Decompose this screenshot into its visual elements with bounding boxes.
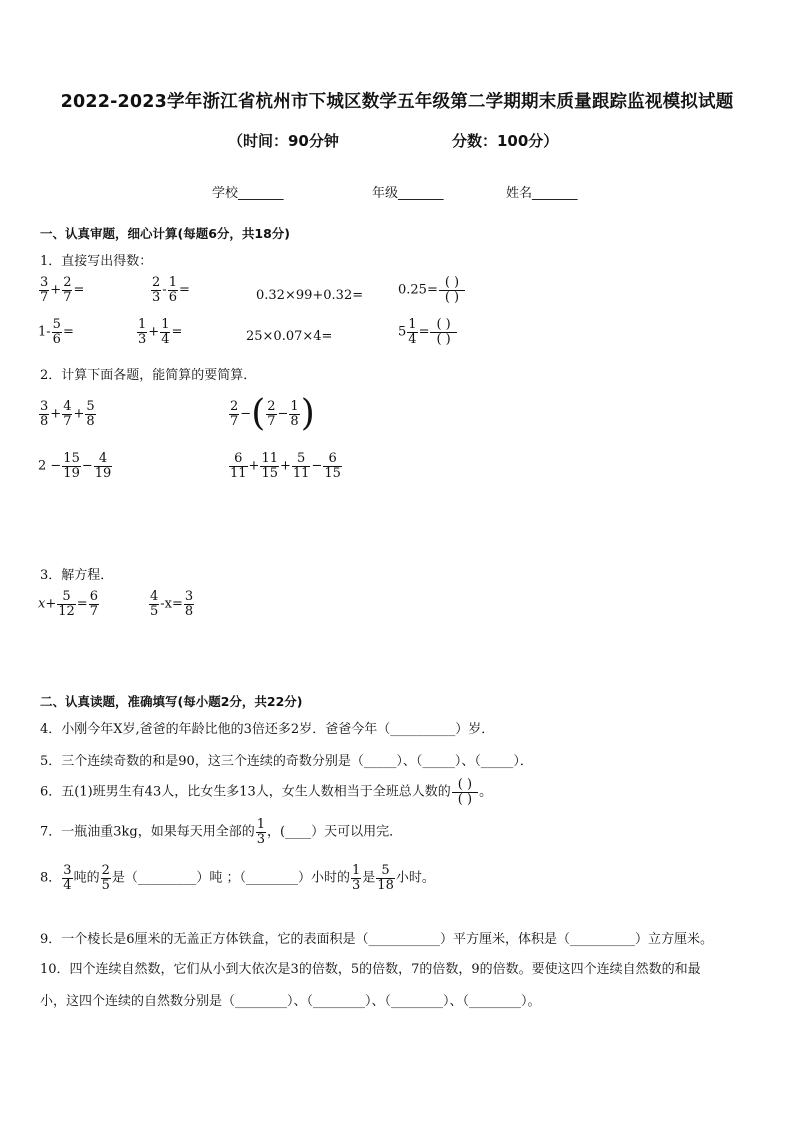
fraction: $\frac{1}{4}$ [408, 317, 417, 347]
fraction: $\frac{3}{8}$ [184, 589, 194, 619]
fraction: $\frac{5}{6}$ [52, 317, 61, 347]
fraction: $\frac{2}{7}$ [230, 398, 239, 429]
fraction: $\frac{4}{19}$ [94, 451, 112, 481]
score-label: 分数：100分） [452, 132, 559, 150]
section1-heading: 一、认真审题，细心计算(每题6分，共18分) [40, 226, 291, 241]
fraction-blank: $\frac{( )}{( )}$ [439, 276, 465, 304]
fraction: $\frac{1}{3}$ [138, 317, 147, 347]
fraction: $\frac{6}{15}$ [324, 451, 341, 481]
grade-label: 年级 [372, 186, 399, 201]
fraction: $\frac{11}{15}$ [261, 451, 278, 481]
exercise-1d: 0.25= $\frac{( )}{( )}$ [398, 276, 466, 304]
question-7: 7．一瓶油重3kg，如果每天用全部的 $\frac{1}{3}$ ，(____）天可以用完． [40, 817, 403, 847]
equation-2: $\frac{4}{5}$ -x= $\frac{3}{8}$ [150, 589, 194, 619]
fraction: $\frac{6}{7}$ [89, 589, 98, 619]
name-label: 姓名 [506, 186, 533, 201]
question-10-line2: 小，这四个连续的自然数分别是（________）、（________）、（________）、（________）。 [40, 994, 541, 1009]
fraction: $\frac{3}{4}$ [63, 863, 72, 893]
fraction-blank: $\frac{( )}{( )}$ [452, 778, 478, 806]
fraction: $\frac{2}{7}$ [267, 398, 276, 429]
fraction: $\frac{5}{18}$ [377, 863, 394, 893]
exercise-1c: 0.32×99+0.32= [256, 288, 364, 303]
school-field [212, 182, 284, 201]
fraction: $\frac{3}{8}$ [40, 399, 49, 429]
fraction: $\frac{1}{3}$ [352, 863, 361, 893]
fraction: $\frac{5}{8}$ [86, 399, 95, 429]
question-1: 1．直接写出得数： [40, 254, 153, 269]
fraction: $\frac{3}{7}$ [40, 275, 49, 305]
time-label: （时间：90分钟 [228, 132, 339, 150]
grade-field [372, 182, 444, 201]
name-field [506, 182, 578, 201]
fraction: $\frac{2}{3}$ [152, 275, 161, 305]
fraction: $\frac{1}{3}$ [256, 817, 266, 847]
fraction: $\frac{4}{5}$ [150, 589, 159, 619]
calc-1: $\frac{3}{8}$ + $\frac{4}{7}$ + $\frac{5}{8}$ [40, 399, 95, 429]
section2-heading: 二、认真读题，准确填写(每小题2分，共22分) [40, 694, 303, 709]
question-8: 8． $\frac{3}{4}$ 吨的 $\frac{2}{5}$ 是（_________）吨 ；（________）小时的 $\frac{1}{3}$ 是 $\frac{5}{18}$ 小时。 [40, 863, 435, 893]
school-label: 学校 [212, 186, 239, 201]
exercise-1f: $\frac{1}{3}$ + $\frac{1}{4}$ = [138, 317, 183, 347]
exercise-1b: $\frac{2}{3}$ - $\frac{1}{6}$ = [152, 275, 190, 305]
question-3: 3．解方程． [40, 568, 114, 583]
fraction: $\frac{15}{19}$ [63, 451, 80, 481]
fraction: $\frac{5}{12}$ [58, 589, 75, 619]
grade-blank: _______ [398, 186, 444, 201]
fraction: $\frac{1}{8}$ [290, 398, 299, 429]
fraction: $\frac{1}{6}$ [168, 275, 177, 305]
calc-2: $\frac{2}{7}$ −( $\frac{2}{7}$ − $\frac{1}{8}$ ) [230, 393, 315, 434]
calc-4: $\frac{6}{11}$ + $\frac{11}{15}$ + $\frac{5}{11}$ − $\frac{6}{15}$ [230, 451, 341, 481]
question-10-line1: 10．四个连续自然数，它们从小到大依次是3的倍数，5的倍数，7的倍数，9的倍数。要使这四个连续自然数的和最 [40, 962, 701, 977]
question-6: 6．五(1)班男生有43人，比女生多13人，女生人数相当于全班总人数的 $\frac{( )}{( )}$ 。 [40, 777, 493, 807]
fraction: $\frac{6}{11}$ [230, 451, 247, 481]
question-2: 2．计算下面各题，能简算的要简算． [40, 368, 257, 383]
question-5: 5．三个连续奇数的和是90，这三个连续的奇数分别是（_____）、（_____）、（_____）． [40, 754, 533, 769]
exercise-1g: 25×0.07×4= [246, 329, 333, 344]
equation-1: x+ $\frac{5}{12}$ = $\frac{6}{7}$ [38, 589, 98, 619]
page-title: 2022-2023学年浙江省杭州市下城区数学五年级第二学期期末质量跟踪监视模拟试题 [60, 92, 734, 112]
fraction: $\frac{2}{7}$ [63, 275, 72, 305]
fraction: $\frac{1}{4}$ [161, 317, 170, 347]
exercise-1a: $\frac{3}{7}$ + $\frac{2}{7}$ = [40, 275, 85, 305]
fraction: $\frac{2}{5}$ [101, 863, 110, 893]
question-4: 4．小刚今年X岁,爸爸的年龄比他的3倍还多2岁．爸爸今年（__________）岁． [40, 722, 495, 737]
fraction-blank: $\frac{( )}{( )}$ [430, 318, 456, 346]
exercise-1e: 1- $\frac{5}{6}$ = [38, 317, 74, 347]
fraction: $\frac{4}{7}$ [63, 399, 72, 429]
question-9: 9．一个棱长是6厘米的无盖正方体铁盒，它的表面积是（___________）平方厘米，体积是（__________）立方厘米。 [40, 932, 714, 947]
calc-3: 2 − $\frac{15}{19}$ − $\frac{4}{19}$ [38, 451, 112, 481]
name-blank: _______ [532, 186, 578, 201]
exercise-1h: 5 $\frac{1}{4}$ = $\frac{( )}{( )}$ [398, 318, 458, 346]
school-blank: _______ [238, 186, 284, 201]
fraction: $\frac{5}{11}$ [292, 451, 310, 481]
